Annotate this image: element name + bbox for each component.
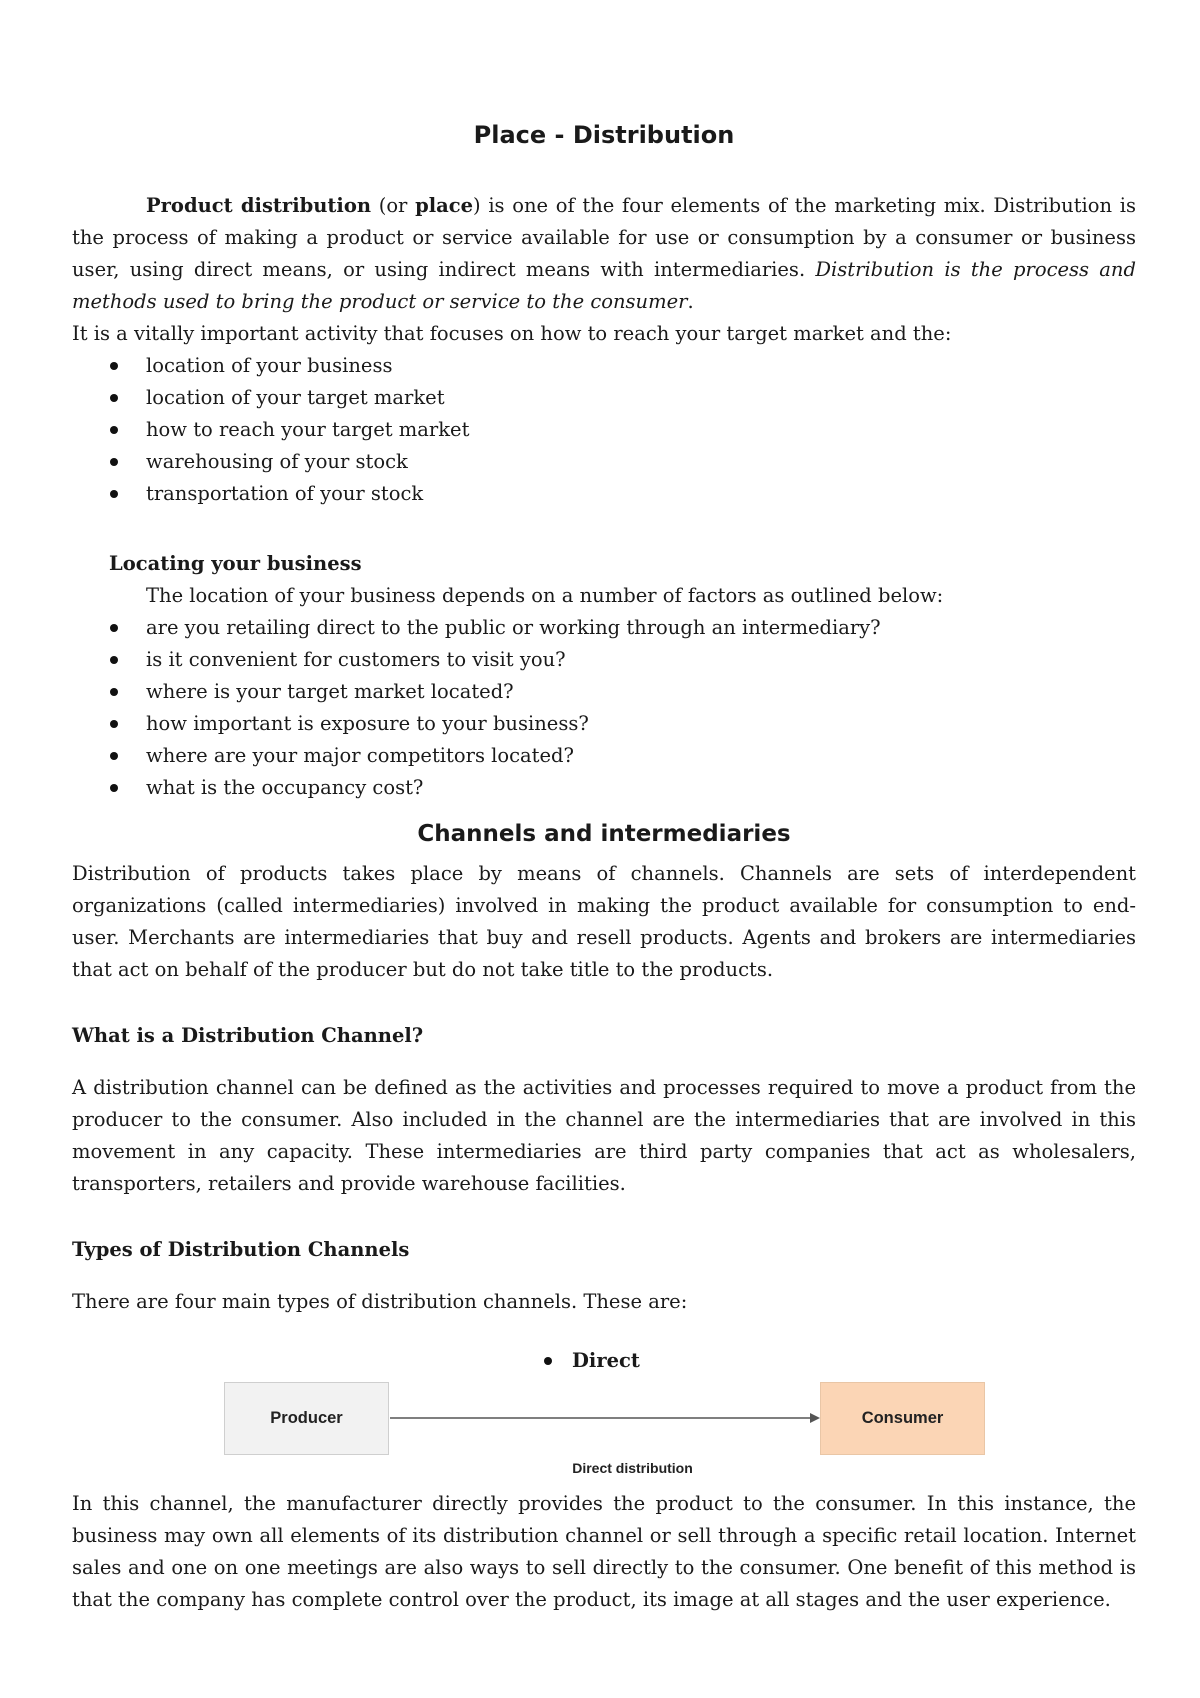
locating-heading: Locating your business <box>109 552 362 575</box>
bullet-icon <box>110 784 118 792</box>
list-item <box>72 644 1136 676</box>
bullet-icon <box>110 490 118 498</box>
arrow-right-icon <box>390 1411 820 1425</box>
types-intro: There are four main types of distribution channels. These are: <box>72 1290 688 1313</box>
bullet-icon <box>110 656 118 664</box>
what-is-heading: What is a Distribution Channel? <box>72 1024 424 1047</box>
intro-end: . <box>687 290 694 313</box>
locating-intro: The location of your business depends on a number of factors as outlined below: <box>146 584 944 607</box>
bullet-icon <box>110 458 118 466</box>
list-item-text: are you retailing direct to the public or working through an intermediary? <box>146 616 881 639</box>
list-item-text: where is your target market located? <box>146 680 514 703</box>
locating-list <box>72 612 1136 804</box>
list-item-text: transportation of your stock <box>146 482 424 505</box>
focus-line: It is a vitally important activity that focuses on how to reach your target market and the: <box>72 322 952 345</box>
bullet-icon <box>110 752 118 760</box>
diagram-caption: Direct distribution <box>572 1460 693 1476</box>
list-item <box>72 676 1136 708</box>
bullet-icon <box>110 720 118 728</box>
intro-paragraph <box>72 190 1136 318</box>
bullet-icon <box>110 688 118 696</box>
bullet-icon <box>110 426 118 434</box>
bullet-icon <box>110 394 118 402</box>
intro-text-1: (or <box>371 194 416 217</box>
producer-box: Producer <box>224 1382 389 1455</box>
what-is-paragraph: A distribution channel can be defined as the activities and processes required to move a product from the producer to the consumer. Also included in the channel are the intermediaries that are involved in this movement in any capacity. These intermediaries are third party companies that act as wholesalers, transporters, retailers and provide warehouse facilities. <box>72 1076 1136 1195</box>
list-item <box>72 350 1136 382</box>
list-item-text: location of your target market <box>146 386 445 409</box>
channels-heading: Channels and intermediaries <box>417 821 791 847</box>
focus-list <box>72 350 1136 510</box>
direct-label: Direct <box>572 1349 640 1372</box>
consumer-box: Consumer <box>820 1382 985 1455</box>
list-item <box>72 414 1136 446</box>
intro-bold-place: place <box>415 194 474 217</box>
list-item <box>72 612 1136 644</box>
list-item <box>72 772 1136 804</box>
list-item <box>72 708 1136 740</box>
intro-bold-term: Product distribution <box>146 194 372 217</box>
channels-paragraph: Distribution of products takes place by means of channels. Channels are sets of interdependent organizations (called intermediaries) involved in making the product available for consumption to end-user. Merchants are intermediaries that buy and resell products. Agents and brokers are intermediaries that act on behalf of the producer but do not take title to the products. <box>72 862 1136 981</box>
direct-list-item <box>572 1345 640 1377</box>
bullet-icon <box>110 624 118 632</box>
list-item-text: where are your major competitors located? <box>146 744 574 767</box>
list-item <box>72 740 1136 772</box>
bullet-icon <box>544 1357 552 1365</box>
list-item <box>72 446 1136 478</box>
direct-distribution-diagram <box>224 1382 989 1492</box>
page-title: Place - Distribution <box>473 121 735 149</box>
intro-text-2: ) is one of the four elements of the marketing mix. Distribution is the process of making a product or service available for use or consumption by a consumer or business user, using direct means, or using indirect means with intermediaries. <box>72 194 1136 281</box>
types-heading: Types of Distribution Channels <box>72 1238 410 1261</box>
list-item-text: is it convenient for customers to visit you? <box>146 648 566 671</box>
list-item-text: how to reach your target market <box>146 418 470 441</box>
bullet-icon <box>110 362 118 370</box>
list-item <box>72 478 1136 510</box>
list-item-text: warehousing of your stock <box>146 450 408 473</box>
list-item-text: how important is exposure to your business? <box>146 712 589 735</box>
list-item-text: location of your business <box>146 354 393 377</box>
list-item-text: what is the occupancy cost? <box>146 776 424 799</box>
intro-italic-definition: Distribution is the process and methods used to bring the product or service to the consumer <box>72 258 1136 313</box>
direct-paragraph: In this channel, the manufacturer directly provides the product to the consumer. In this instance, the business may own all elements of its distribution channel or sell through a specific retail location. Internet sales and one on one meetings are also ways to sell directly to the consumer. One benefit of this method is that the company has complete control over the product, its image at all stages and the user experience. <box>72 1492 1136 1611</box>
list-item <box>72 382 1136 414</box>
